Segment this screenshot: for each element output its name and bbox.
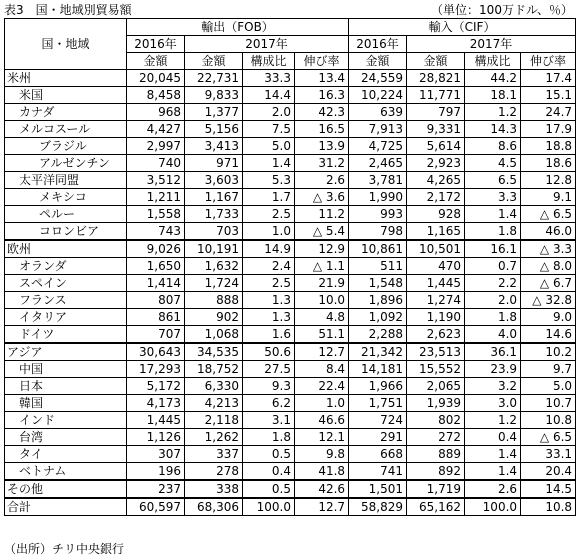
imports-growth-cell: 17.4 bbox=[521, 70, 576, 87]
imports-share-cell: 18.1 bbox=[465, 87, 521, 104]
imports-2016-amount-cell: 21,342 bbox=[349, 343, 407, 361]
table-row bbox=[5, 309, 576, 326]
region-name: アジア bbox=[5, 343, 127, 361]
table-row bbox=[5, 138, 576, 155]
region-name: 韓国 bbox=[5, 395, 127, 412]
imports-share-cell: 1.2 bbox=[465, 412, 521, 429]
imports-growth-cell: △ 6.5 bbox=[521, 429, 576, 446]
imports-share-cell: 2.6 bbox=[465, 480, 521, 498]
exports-2017-amount-cell: 2,118 bbox=[185, 412, 243, 429]
region-name: 太平洋同盟 bbox=[5, 172, 127, 189]
imports-growth-cell: 24.7 bbox=[521, 104, 576, 121]
exports-2017-amount-cell: 703 bbox=[185, 223, 243, 241]
imports-share-cell: 3.2 bbox=[465, 378, 521, 395]
imports-2016-header: 2016年 bbox=[349, 36, 407, 53]
exports-2016-amount-cell: 60,597 bbox=[127, 498, 185, 516]
exports-2017-amount-cell: 338 bbox=[185, 480, 243, 498]
imports-growth-cell: 46.0 bbox=[521, 223, 576, 241]
region-name: 日本 bbox=[5, 378, 127, 395]
exports-growth-header: 伸び率 bbox=[295, 53, 349, 70]
exports-growth-cell: 10.0 bbox=[295, 292, 349, 309]
region-name: アルゼンチン bbox=[5, 155, 127, 172]
imports-2017-amount-cell: 802 bbox=[407, 412, 465, 429]
imports-2017-amount-cell: 1,445 bbox=[407, 275, 465, 292]
table-row bbox=[5, 463, 576, 481]
imports-growth-header: 伸び率 bbox=[521, 53, 576, 70]
exports-2016-amount-cell: 9,026 bbox=[127, 240, 185, 258]
imports-2016-amount-cell: 798 bbox=[349, 223, 407, 241]
region-name: 欧州 bbox=[5, 240, 127, 258]
exports-2016-amount-cell: 861 bbox=[127, 309, 185, 326]
exports-share-cell: 7.5 bbox=[243, 121, 295, 138]
exports-growth-cell: 16.5 bbox=[295, 121, 349, 138]
imports-2016-amount-cell: 2,288 bbox=[349, 326, 407, 344]
exports-growth-cell: 8.4 bbox=[295, 361, 349, 378]
imports-2017-amount-cell: 5,614 bbox=[407, 138, 465, 155]
imports-2016-amount-cell: 1,990 bbox=[349, 189, 407, 206]
exports-2016-amount-cell: 743 bbox=[127, 223, 185, 241]
imports-2017-amount-cell: 797 bbox=[407, 104, 465, 121]
imports-growth-cell: 33.1 bbox=[521, 446, 576, 463]
imports-share-cell: 4.0 bbox=[465, 326, 521, 344]
imports-2017-amount-header: 金額 bbox=[407, 53, 465, 70]
exports-share-cell: 1.7 bbox=[243, 189, 295, 206]
exports-2016-amount-cell: 2,997 bbox=[127, 138, 185, 155]
imports-2017-header: 2017年 bbox=[407, 36, 576, 53]
exports-2016-amount-cell: 5,172 bbox=[127, 378, 185, 395]
table-row bbox=[5, 87, 576, 104]
imports-2016-amount-cell: 993 bbox=[349, 206, 407, 223]
imports-2017-amount-cell: 23,513 bbox=[407, 343, 465, 361]
table-row bbox=[5, 121, 576, 138]
unit-note: （単位：100万ドル、％） bbox=[431, 3, 573, 17]
region-name: 米州 bbox=[5, 70, 127, 87]
exports-2017-amount-cell: 9,833 bbox=[185, 87, 243, 104]
exports-2016-amount-cell: 20,045 bbox=[127, 70, 185, 87]
imports-share-cell: 4.5 bbox=[465, 155, 521, 172]
region-name: ペルー bbox=[5, 206, 127, 223]
exports-2016-amount-cell: 237 bbox=[127, 480, 185, 498]
exports-growth-cell: 42.6 bbox=[295, 480, 349, 498]
exports-growth-cell: 21.9 bbox=[295, 275, 349, 292]
imports-2017-amount-cell: 2,923 bbox=[407, 155, 465, 172]
imports-growth-cell: 10.8 bbox=[521, 498, 576, 516]
exports-2017-amount-cell: 1,068 bbox=[185, 326, 243, 344]
table-row bbox=[5, 275, 576, 292]
exports-2017-amount-cell: 68,306 bbox=[185, 498, 243, 516]
exports-share-cell: 1.3 bbox=[243, 292, 295, 309]
imports-2016-amount-cell: 1,896 bbox=[349, 292, 407, 309]
table-row bbox=[5, 480, 576, 498]
imports-growth-cell: △ 8.0 bbox=[521, 258, 576, 275]
exports-share-cell: 0.5 bbox=[243, 480, 295, 498]
exports-share-cell: 14.9 bbox=[243, 240, 295, 258]
exports-growth-cell: 16.3 bbox=[295, 87, 349, 104]
region-name: オランダ bbox=[5, 258, 127, 275]
imports-growth-cell: 10.8 bbox=[521, 412, 576, 429]
imports-growth-cell: 9.1 bbox=[521, 189, 576, 206]
imports-share-cell: 23.9 bbox=[465, 361, 521, 378]
exports-growth-cell: △ 5.4 bbox=[295, 223, 349, 241]
exports-2016-amount-cell: 968 bbox=[127, 104, 185, 121]
imports-2017-amount-cell: 928 bbox=[407, 206, 465, 223]
imports-2017-amount-cell: 892 bbox=[407, 463, 465, 481]
table-row bbox=[5, 292, 576, 309]
exports-2017-amount-header: 金額 bbox=[185, 53, 243, 70]
imports-2017-amount-cell: 1,190 bbox=[407, 309, 465, 326]
imports-growth-cell: △ 3.3 bbox=[521, 240, 576, 258]
exports-share-cell: 2.4 bbox=[243, 258, 295, 275]
imports-2017-amount-cell: 2,065 bbox=[407, 378, 465, 395]
exports-share-cell: 1.0 bbox=[243, 223, 295, 241]
table-row bbox=[5, 70, 576, 87]
imports-share-cell: 2.0 bbox=[465, 292, 521, 309]
exports-share-cell: 1.6 bbox=[243, 326, 295, 344]
table-row bbox=[5, 206, 576, 223]
imports-share-cell: 8.6 bbox=[465, 138, 521, 155]
exports-growth-cell: 4.8 bbox=[295, 309, 349, 326]
region-name: その他 bbox=[5, 480, 127, 498]
imports-2016-amount-cell: 1,092 bbox=[349, 309, 407, 326]
imports-2017-amount-cell: 28,821 bbox=[407, 70, 465, 87]
exports-2016-amount-cell: 196 bbox=[127, 463, 185, 481]
table-row bbox=[5, 104, 576, 121]
imports-growth-cell: 9.7 bbox=[521, 361, 576, 378]
exports-share-cell: 1.3 bbox=[243, 309, 295, 326]
imports-growth-cell: 17.9 bbox=[521, 121, 576, 138]
exports-share-cell: 0.4 bbox=[243, 463, 295, 481]
imports-2017-amount-cell: 4,265 bbox=[407, 172, 465, 189]
exports-2017-amount-cell: 18,752 bbox=[185, 361, 243, 378]
exports-2017-amount-cell: 1,167 bbox=[185, 189, 243, 206]
region-name: 合計 bbox=[5, 498, 127, 516]
exports-2017-amount-cell: 3,413 bbox=[185, 138, 243, 155]
exports-2017-amount-cell: 902 bbox=[185, 309, 243, 326]
imports-2016-amount-cell: 741 bbox=[349, 463, 407, 481]
imports-2016-amount-cell: 1,501 bbox=[349, 480, 407, 498]
exports-2016-amount-cell: 1,650 bbox=[127, 258, 185, 275]
table-row bbox=[5, 326, 576, 344]
table-row bbox=[5, 155, 576, 172]
table-row bbox=[5, 240, 576, 258]
imports-share-cell: 100.0 bbox=[465, 498, 521, 516]
region-name: ベトナム bbox=[5, 463, 127, 481]
imports-share-cell: 3.0 bbox=[465, 395, 521, 412]
table-title: 表3 国・地域別貿易額 bbox=[4, 3, 132, 17]
region-name: カナダ bbox=[5, 104, 127, 121]
table-row bbox=[5, 412, 576, 429]
exports-2017-amount-cell: 1,377 bbox=[185, 104, 243, 121]
imports-2016-amount-cell: 668 bbox=[349, 446, 407, 463]
exports-growth-cell: 2.6 bbox=[295, 172, 349, 189]
exports-2017-amount-cell: 888 bbox=[185, 292, 243, 309]
imports-2016-amount-cell: 10,861 bbox=[349, 240, 407, 258]
exports-share-cell: 9.3 bbox=[243, 378, 295, 395]
exports-share-cell: 33.3 bbox=[243, 70, 295, 87]
exports-2016-amount-cell: 1,126 bbox=[127, 429, 185, 446]
table-row bbox=[5, 429, 576, 446]
total-row bbox=[5, 498, 576, 516]
trade-table bbox=[4, 18, 576, 516]
exports-2016-amount-cell: 1,414 bbox=[127, 275, 185, 292]
imports-share-cell: 6.5 bbox=[465, 172, 521, 189]
exports-growth-cell: 31.2 bbox=[295, 155, 349, 172]
region-name: 台湾 bbox=[5, 429, 127, 446]
exports-growth-cell: 9.8 bbox=[295, 446, 349, 463]
exports-2017-amount-cell: 278 bbox=[185, 463, 243, 481]
table-row bbox=[5, 223, 576, 241]
exports-2016-amount-cell: 807 bbox=[127, 292, 185, 309]
imports-2016-amount-cell: 4,725 bbox=[349, 138, 407, 155]
exports-2016-amount-cell: 4,427 bbox=[127, 121, 185, 138]
imports-2017-amount-cell: 9,331 bbox=[407, 121, 465, 138]
imports-growth-cell: 18.6 bbox=[521, 155, 576, 172]
imports-2017-amount-cell: 1,274 bbox=[407, 292, 465, 309]
table-row bbox=[5, 343, 576, 361]
imports-growth-cell: △ 6.5 bbox=[521, 206, 576, 223]
exports-2016-amount-cell: 4,173 bbox=[127, 395, 185, 412]
imports-2017-amount-cell: 15,552 bbox=[407, 361, 465, 378]
imports-2016-amount-header: 金額 bbox=[349, 53, 407, 70]
imports-growth-cell: 10.2 bbox=[521, 343, 576, 361]
imports-2016-amount-cell: 1,966 bbox=[349, 378, 407, 395]
exports-2016-amount-cell: 1,211 bbox=[127, 189, 185, 206]
exports-2016-amount-cell: 17,293 bbox=[127, 361, 185, 378]
imports-header: 輸入（CIF） bbox=[349, 19, 576, 36]
exports-2017-amount-cell: 34,535 bbox=[185, 343, 243, 361]
imports-growth-cell: △ 6.7 bbox=[521, 275, 576, 292]
imports-2016-amount-cell: 14,181 bbox=[349, 361, 407, 378]
exports-growth-cell: 41.8 bbox=[295, 463, 349, 481]
exports-growth-cell: 22.4 bbox=[295, 378, 349, 395]
exports-share-cell: 5.3 bbox=[243, 172, 295, 189]
header-row-1 bbox=[5, 19, 576, 36]
imports-2017-amount-cell: 1,719 bbox=[407, 480, 465, 498]
imports-growth-cell: 9.0 bbox=[521, 309, 576, 326]
exports-2017-amount-cell: 22,731 bbox=[185, 70, 243, 87]
region-name: ドイツ bbox=[5, 326, 127, 344]
exports-share-cell: 27.5 bbox=[243, 361, 295, 378]
imports-share-cell: 1.8 bbox=[465, 223, 521, 241]
imports-2016-amount-cell: 639 bbox=[349, 104, 407, 121]
exports-growth-cell: 12.7 bbox=[295, 498, 349, 516]
region-name: 米国 bbox=[5, 87, 127, 104]
imports-2017-amount-cell: 889 bbox=[407, 446, 465, 463]
exports-growth-cell: △ 3.6 bbox=[295, 189, 349, 206]
exports-growth-cell: 12.1 bbox=[295, 429, 349, 446]
imports-share-cell: 0.4 bbox=[465, 429, 521, 446]
imports-growth-cell: 20.4 bbox=[521, 463, 576, 481]
imports-2017-amount-cell: 1,939 bbox=[407, 395, 465, 412]
exports-2016-amount-cell: 3,512 bbox=[127, 172, 185, 189]
imports-growth-cell: 5.0 bbox=[521, 378, 576, 395]
imports-share-cell: 2.2 bbox=[465, 275, 521, 292]
imports-share-cell: 44.2 bbox=[465, 70, 521, 87]
table-row bbox=[5, 189, 576, 206]
exports-share-cell: 2.0 bbox=[243, 104, 295, 121]
exports-2017-amount-cell: 6,330 bbox=[185, 378, 243, 395]
imports-2016-amount-cell: 1,548 bbox=[349, 275, 407, 292]
imports-2016-amount-cell: 511 bbox=[349, 258, 407, 275]
region-name: メルコスール bbox=[5, 121, 127, 138]
region-name: 中国 bbox=[5, 361, 127, 378]
exports-growth-cell: 51.1 bbox=[295, 326, 349, 344]
exports-growth-cell: 11.2 bbox=[295, 206, 349, 223]
exports-2017-amount-cell: 1,733 bbox=[185, 206, 243, 223]
exports-2017-amount-cell: 337 bbox=[185, 446, 243, 463]
imports-share-cell: 3.3 bbox=[465, 189, 521, 206]
exports-2016-amount-cell: 30,643 bbox=[127, 343, 185, 361]
table-row bbox=[5, 395, 576, 412]
table-row bbox=[5, 378, 576, 395]
imports-2017-amount-cell: 470 bbox=[407, 258, 465, 275]
source-note: （出所）チリ中央銀行 bbox=[4, 542, 125, 556]
region-name: インド bbox=[5, 412, 127, 429]
imports-share-cell: 0.7 bbox=[465, 258, 521, 275]
exports-growth-cell: △ 1.1 bbox=[295, 258, 349, 275]
imports-2017-amount-cell: 11,771 bbox=[407, 87, 465, 104]
imports-share-cell: 1.4 bbox=[465, 446, 521, 463]
imports-2016-amount-cell: 291 bbox=[349, 429, 407, 446]
exports-share-cell: 0.5 bbox=[243, 446, 295, 463]
imports-2017-amount-cell: 1,165 bbox=[407, 223, 465, 241]
imports-growth-cell: 18.8 bbox=[521, 138, 576, 155]
exports-growth-cell: 12.7 bbox=[295, 343, 349, 361]
imports-growth-cell: 15.1 bbox=[521, 87, 576, 104]
imports-growth-cell: △ 32.8 bbox=[521, 292, 576, 309]
exports-2016-amount-header: 金額 bbox=[127, 53, 185, 70]
imports-share-cell: 1.2 bbox=[465, 104, 521, 121]
exports-2017-header: 2017年 bbox=[185, 36, 349, 53]
exports-growth-cell: 12.9 bbox=[295, 240, 349, 258]
exports-2017-amount-cell: 1,262 bbox=[185, 429, 243, 446]
table-body bbox=[5, 19, 576, 516]
exports-2016-amount-cell: 1,558 bbox=[127, 206, 185, 223]
exports-2017-amount-cell: 971 bbox=[185, 155, 243, 172]
exports-2017-amount-cell: 3,603 bbox=[185, 172, 243, 189]
exports-share-cell: 50.6 bbox=[243, 343, 295, 361]
region-name: コロンビア bbox=[5, 223, 127, 241]
imports-share-cell: 1.8 bbox=[465, 309, 521, 326]
exports-growth-cell: 13.9 bbox=[295, 138, 349, 155]
imports-2016-amount-cell: 3,781 bbox=[349, 172, 407, 189]
imports-2017-amount-cell: 10,501 bbox=[407, 240, 465, 258]
exports-share-cell: 2.5 bbox=[243, 206, 295, 223]
region-name: スペイン bbox=[5, 275, 127, 292]
region-column-header: 国・地域 bbox=[5, 19, 127, 70]
exports-2017-amount-cell: 5,156 bbox=[185, 121, 243, 138]
exports-2017-amount-cell: 1,724 bbox=[185, 275, 243, 292]
exports-2016-amount-cell: 8,458 bbox=[127, 87, 185, 104]
imports-2016-amount-cell: 2,465 bbox=[349, 155, 407, 172]
imports-2017-amount-cell: 2,172 bbox=[407, 189, 465, 206]
exports-share-header: 構成比 bbox=[243, 53, 295, 70]
region-name: タイ bbox=[5, 446, 127, 463]
imports-2016-amount-cell: 58,829 bbox=[349, 498, 407, 516]
imports-share-cell: 36.1 bbox=[465, 343, 521, 361]
imports-growth-cell: 10.7 bbox=[521, 395, 576, 412]
table-row bbox=[5, 361, 576, 378]
exports-2016-amount-cell: 707 bbox=[127, 326, 185, 344]
region-name: イタリア bbox=[5, 309, 127, 326]
imports-2017-amount-cell: 2,623 bbox=[407, 326, 465, 344]
exports-share-cell: 1.4 bbox=[243, 155, 295, 172]
imports-growth-cell: 12.8 bbox=[521, 172, 576, 189]
imports-2016-amount-cell: 10,224 bbox=[349, 87, 407, 104]
imports-2016-amount-cell: 24,559 bbox=[349, 70, 407, 87]
imports-2017-amount-cell: 65,162 bbox=[407, 498, 465, 516]
imports-share-cell: 16.1 bbox=[465, 240, 521, 258]
imports-2017-amount-cell: 272 bbox=[407, 429, 465, 446]
imports-share-header: 構成比 bbox=[465, 53, 521, 70]
table-row bbox=[5, 258, 576, 275]
exports-header: 輸出（FOB） bbox=[127, 19, 349, 36]
exports-growth-cell: 42.3 bbox=[295, 104, 349, 121]
exports-share-cell: 2.5 bbox=[243, 275, 295, 292]
exports-growth-cell: 13.4 bbox=[295, 70, 349, 87]
exports-share-cell: 14.4 bbox=[243, 87, 295, 104]
exports-2017-amount-cell: 1,632 bbox=[185, 258, 243, 275]
exports-2016-amount-cell: 307 bbox=[127, 446, 185, 463]
region-name: フランス bbox=[5, 292, 127, 309]
exports-share-cell: 3.1 bbox=[243, 412, 295, 429]
imports-share-cell: 14.3 bbox=[465, 121, 521, 138]
exports-growth-cell: 1.0 bbox=[295, 395, 349, 412]
imports-growth-cell: 14.5 bbox=[521, 480, 576, 498]
exports-2016-amount-cell: 1,445 bbox=[127, 412, 185, 429]
exports-share-cell: 6.2 bbox=[243, 395, 295, 412]
exports-2017-amount-cell: 4,213 bbox=[185, 395, 243, 412]
table-row bbox=[5, 446, 576, 463]
exports-share-cell: 1.8 bbox=[243, 429, 295, 446]
exports-2016-header: 2016年 bbox=[127, 36, 185, 53]
exports-2016-amount-cell: 740 bbox=[127, 155, 185, 172]
imports-share-cell: 1.4 bbox=[465, 463, 521, 481]
region-name: メキシコ bbox=[5, 189, 127, 206]
imports-2016-amount-cell: 7,913 bbox=[349, 121, 407, 138]
table-row bbox=[5, 172, 576, 189]
exports-share-cell: 100.0 bbox=[243, 498, 295, 516]
region-name: ブラジル bbox=[5, 138, 127, 155]
exports-2017-amount-cell: 10,191 bbox=[185, 240, 243, 258]
exports-share-cell: 5.0 bbox=[243, 138, 295, 155]
imports-growth-cell: 14.6 bbox=[521, 326, 576, 344]
imports-share-cell: 1.4 bbox=[465, 206, 521, 223]
exports-growth-cell: 46.6 bbox=[295, 412, 349, 429]
imports-2016-amount-cell: 1,751 bbox=[349, 395, 407, 412]
imports-2016-amount-cell: 724 bbox=[349, 412, 407, 429]
